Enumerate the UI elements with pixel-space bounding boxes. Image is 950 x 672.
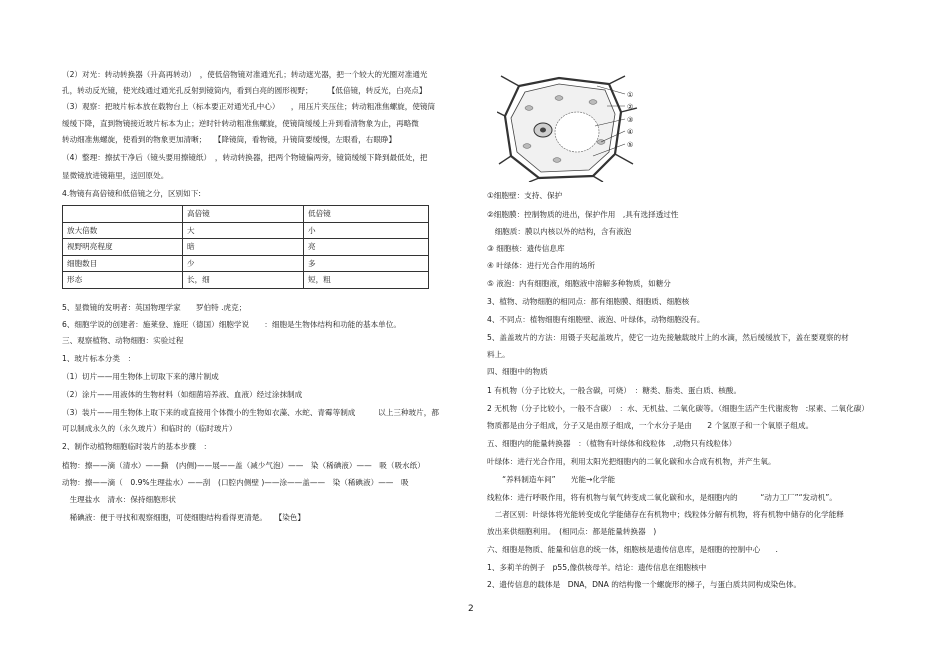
text-line: 2、制作动植物细胞临时装片的基本步骤 ： <box>62 442 212 451</box>
text-line: 显微镜放进镜箱里，送回原处。 <box>62 171 169 180</box>
text-line: 线粒体：进行呼吸作用，将有机物与氧气转变成二氧化碳和水，是细胞内的 “动力工厂”“发动机”。 <box>487 493 837 502</box>
comparison-table <box>62 205 429 289</box>
table-cell: 亮 <box>304 239 429 256</box>
text-line: 1 有机物（分子比较大，一般含碳，可烧） ：糖类、脂类、蛋白质、核酸。 <box>487 386 742 395</box>
text-line: 2 无机物（分子比较小，一般不含碳） ：水、无机盐、二氧化碳等。（细胞生活产生代谢废物 :尿素、二氧化碳） <box>487 404 869 413</box>
table-cell: 形态 <box>63 272 183 289</box>
text-line: 2、遗传信息的载体是 DNA，DNA 的结构像一个螺旋形的梯子，与蛋白质共同构成染色体。 <box>487 580 802 589</box>
table-header-cell: 高倍镜 <box>183 206 304 223</box>
text-line: 可以制成永久的（永久玻片）和临时的（临时玻片） <box>62 424 237 433</box>
text-line: （2）涂片——用液体的生物材料（如细菌培养液、血液）经过涂抹制成 <box>62 390 303 399</box>
section-heading: 六、细胞是物质、能量和信息的统一体，细胞核是遗传信息库，是细胞的控制中心 . <box>487 545 778 554</box>
table-cell: 放大倍数 <box>63 222 183 239</box>
figure-label: ② <box>627 103 634 111</box>
text-line: 物质都是由分子组成，分子又是由原子组成，一个水分子是由 2 个氢原子和一个氧原子组成。 <box>487 421 814 430</box>
table-cell: 小 <box>304 222 429 239</box>
table-cell: 暗 <box>183 239 304 256</box>
figure-label: ① <box>627 91 634 99</box>
table-cell: 大 <box>183 222 304 239</box>
table-header-cell <box>63 206 183 223</box>
table-row <box>63 239 429 256</box>
table-cell: 视野明亮程度 <box>63 239 183 256</box>
text-line: （2）对光：转动转换器（升高再转动） ，使低倍物镜对准通光孔；转动遮光器，把一个较大的光圈对准通光 <box>62 70 428 79</box>
text-line: 植物：擦——滴（清水）——撕 (内侧)——展——盖（减少气泡）—— 染（稀碘液）—— 吸（吸水纸） <box>62 461 425 470</box>
text-line: ②细胞膜：控制物质的进出，保护作用 ,具有选择透过性 <box>487 210 679 219</box>
section-heading: 四、细胞中的物质 <box>487 367 548 376</box>
figure-label: ④ <box>627 128 634 136</box>
plant-cell-diagram <box>497 72 647 182</box>
text-line: 动物：擦——滴（ 0.9%生理盐水）——刮 (口腔内侧壁 )——涂——盖—— 染（稀碘液）—— 吸 <box>62 478 409 487</box>
text-line: 生理盐水 清水：保持细胞形状 <box>62 495 176 504</box>
text-line: 二者区别：叶绿体将光能转变成化学能储存在有机物中；线粒体分解有机物，将有机物中储存的化学能释 <box>487 510 844 519</box>
text-line: 料上。 <box>487 350 510 359</box>
text-line: （3）观察：把玻片标本放在载物台上（标本要正对通光孔中心） ，用压片夹压住；转动粗准焦螺旋，使镜筒 <box>62 102 436 111</box>
table-header-cell: 低倍镜 <box>304 206 429 223</box>
section-heading: 4.物镜有高倍镜和低倍镜之分，区别如下: <box>62 189 201 198</box>
text-line: 孔，转动反光镜，使光线通过通光孔反射到镜筒内，看到白亮的圆形视野； 【低倍镜，转反光，白亮点】 <box>62 86 427 95</box>
text-line: “养料制造车间” 光能→化学能 <box>487 475 616 484</box>
figure-label: ⑤ <box>627 141 634 149</box>
text-line: ④ 叶绿体：进行光合作用的场所 <box>487 261 595 270</box>
text-line: 稀碘液：便于寻找和观察细胞，可使细胞结构看得更清楚。 【染色】 <box>62 513 305 522</box>
text-line: （4）整理：擦拭干净后（镜头要用擦镜纸） ，转动转换器，把两个物镜偏两旁，镜筒缓缓下降到最低处，把 <box>62 153 428 162</box>
table-row <box>63 255 429 272</box>
text-line: 细胞质：膜以内核以外的结构，含有液泡 <box>487 227 632 236</box>
text-line: ⑤ 液泡：内有细胞液，细胞液中溶解多种物质，如糖分 <box>487 279 671 288</box>
text-line: 1、多莉羊的例子 p55,像供核母羊。结论：遗传信息在细胞核中 <box>487 563 707 572</box>
text-line: ①细胞壁：支持、保护 <box>487 191 563 200</box>
page-number: 2 <box>468 604 474 614</box>
text-line: 5、显微镜的发明者：英国物理学家 罗伯特 .虎克； <box>62 303 247 312</box>
text-line: 五、细胞内的能量转换器 ：（植物有叶绿体和线粒体 ,动物只有线粒体） <box>487 439 737 448</box>
text-line: 缓缓下降，直到物镜接近玻片标本为止；逆时针转动粗准焦螺旋，使镜筒缓缓上升到看清物象为止，再略微 <box>62 119 419 128</box>
text-line: （3）装片——用生物体上取下来的或直接用个体微小的生物如衣藻、水蛇、青霉等制成 以上三种玻片，都 <box>62 408 439 417</box>
text-line: 转动细准焦螺旋，使看到的物象更加清晰； 【降镜筒，看物镜，升镜筒要缓慢，左眼看，右眼睁】 <box>62 135 397 144</box>
text-line: ③ 细胞核：遗传信息库 <box>487 244 565 253</box>
text-line: 6、细胞学说的创建者：施莱登、施旺（德国）细胞学说 ：细胞是生物体结构和功能的基本单位。 <box>62 320 401 329</box>
text-line: 1、玻片标本分类 ： <box>62 354 136 363</box>
text-line: 5、盖盖玻片的方法：用镊子夹起盖玻片，使它一边先接触载玻片上的水滴，然后缓缓放下，盖在要观察的材 <box>487 333 849 342</box>
text-line: 放出来供细胞利用。 (相同点：都是能量转换器 ) <box>487 527 657 536</box>
table-cell: 长，细 <box>183 272 304 289</box>
table-cell: 少 <box>183 255 304 272</box>
table-cell: 多 <box>304 255 429 272</box>
table-row <box>63 272 429 289</box>
table-cell: 细胞数目 <box>63 255 183 272</box>
table-cell: 短，粗 <box>304 272 429 289</box>
section-heading: 三、观察植物、动物细胞：实验过程 <box>62 336 184 345</box>
text-line: 叶绿体：进行光合作用，利用太阳光把细胞内的二氧化碳和水合成有机物，并产生氧。 <box>487 457 776 466</box>
table-header-row <box>63 206 429 223</box>
text-line: 4、不同点：植物细胞有细胞壁、液泡、叶绿体，动物细胞没有。 <box>487 315 705 324</box>
table-row <box>63 222 429 239</box>
text-line: 3、植物、动物细胞的相同点：都有细胞膜、细胞质、细胞核 <box>487 297 690 306</box>
text-line: （1）切片——用生物体上切取下来的薄片制成 <box>62 372 219 381</box>
figure-label: ③ <box>627 116 634 124</box>
